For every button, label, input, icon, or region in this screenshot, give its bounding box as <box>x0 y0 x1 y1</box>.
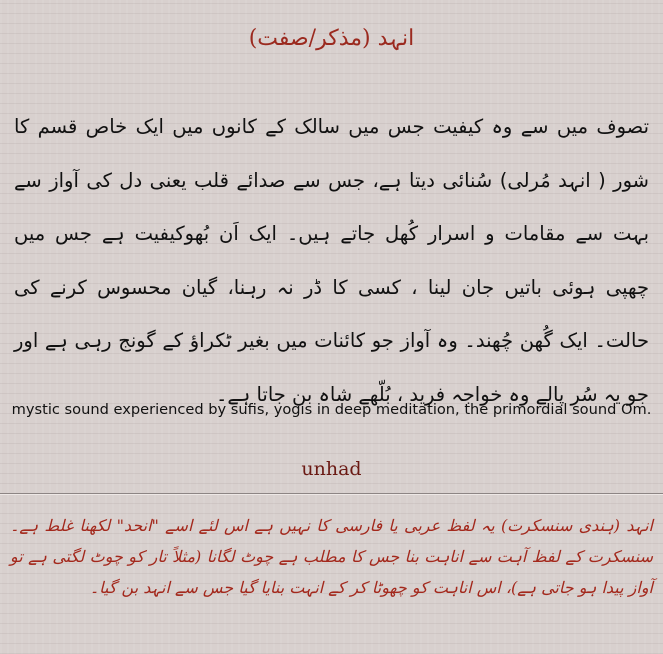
etymology-note: انہد (ہندی سنسکرت) یہ لفظ عربی یا فارسی کا نہیں ہے اس لئے اسے "انحد" لکھنا غلط ہے۔ سنسکرت کے لفظ آہت سے اناہت بنا جس کا مطلب ہے چوٹ لگانا (مثلاً تار کو چوٹ لگتی ہے تو آواز پیدا ہو جاتی ہے)، اس اناہت کو چھوٹا کر کے انہت بنایا گیا جس سے انہد بن گیا۔ <box>10 516 653 597</box>
roman-headword: unhad <box>301 458 362 480</box>
section-divider <box>0 493 663 495</box>
urdu-definition: تصوف میں سے وہ کیفیت جس میں سالک کے کانوں میں ایک خاص قسم کا شور ( انہد مُرلی) سُنائی دیتا ہے، جس سے صدائے قلب یعنی دل کی آواز سے بہت سے مقامات و اسرار کُھل جاتے ہیں۔ ایک اَن بُھوکیفیت ہے جس میں چھپی ہوئی باتیں جان لینا ، کسی کا ڈر نہ رہنا، گیان محسوس کرنے کی حالت۔ ایک گُھن چُھند۔ وہ آواز جو کائنات میں بغیر ٹکراؤ کے گونج رہی ہے اور جو یہ سُر پالے وہ خواجہ فرید ، بُلّھے شاہ بن جاتا ہے۔ <box>14 115 649 406</box>
entry-title: انہد (مذکر/صفت) <box>248 26 415 51</box>
english-definition: mystic sound experienced by sufis, yogis in deep meditation, the primordial sound Om. <box>11 401 652 418</box>
